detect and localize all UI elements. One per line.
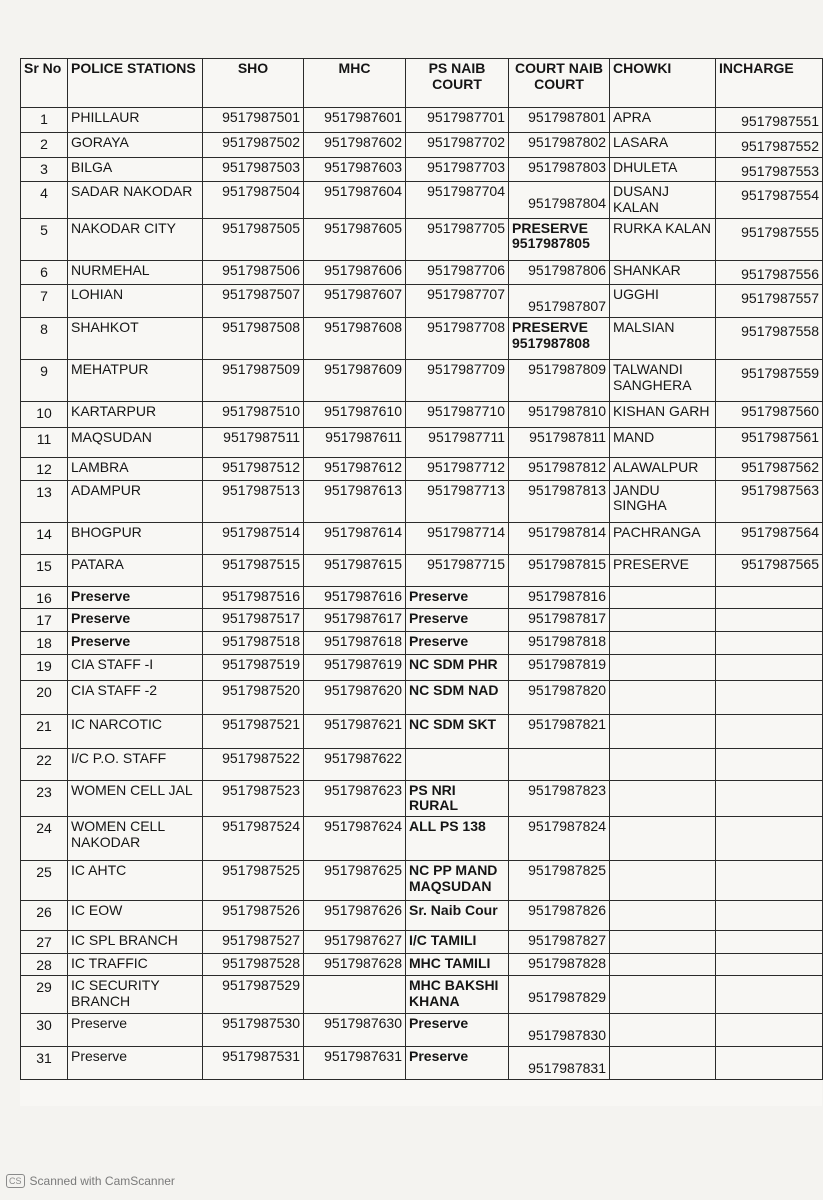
table-row xyxy=(21,1014,823,1047)
court-naib-court-cell: 9517987810 xyxy=(509,402,610,428)
sr-no-cell: 13 xyxy=(21,480,68,522)
incharge-cell xyxy=(716,586,823,609)
police-station-cell: IC AHTC xyxy=(68,861,203,901)
police-station-cell: BHOGPUR xyxy=(68,522,203,554)
sho-cell: 9517987504 xyxy=(203,182,304,218)
table-row xyxy=(21,554,823,586)
sho-cell: 9517987505 xyxy=(203,218,304,260)
police-station-cell: MAQSUDAN xyxy=(68,428,203,458)
court-naib-court-cell: 9517987827 xyxy=(509,931,610,954)
chowki-cell: DHULETA xyxy=(610,157,716,182)
police-station-cell: SHAHKOT xyxy=(68,318,203,360)
court-naib-court-cell: 9517987826 xyxy=(509,901,610,931)
sho-cell: 9517987528 xyxy=(203,953,304,976)
mhc-cell: 9517987601 xyxy=(304,108,406,133)
ps-naib-court-cell xyxy=(406,748,509,780)
header-court-naib-court: COURT NAIB COURT xyxy=(509,59,610,108)
ps-naib-court-cell: NC SDM SKT xyxy=(406,714,509,748)
sr-no-cell: 10 xyxy=(21,402,68,428)
ps-naib-court-cell: 9517987705 xyxy=(406,218,509,260)
sho-cell: 9517987507 xyxy=(203,285,304,318)
incharge-cell xyxy=(716,931,823,954)
court-naib-court-cell: 9517987825 xyxy=(509,861,610,901)
police-station-cell: NURMEHAL xyxy=(68,260,203,285)
sr-no-cell: 2 xyxy=(21,133,68,158)
court-naib-court-cell: 9517987806 xyxy=(509,260,610,285)
sr-no-cell: 20 xyxy=(21,680,68,714)
chowki-cell: RURKA KALAN xyxy=(610,218,716,260)
sr-no-cell: 31 xyxy=(21,1047,68,1080)
court-naib-court-cell: 9517987801 xyxy=(509,108,610,133)
court-naib-court-cell: 9517987818 xyxy=(509,632,610,655)
mhc-cell: 9517987602 xyxy=(304,133,406,158)
ps-naib-court-cell: 9517987703 xyxy=(406,157,509,182)
sho-cell: 9517987516 xyxy=(203,586,304,609)
sr-no-cell: 4 xyxy=(21,182,68,218)
mhc-cell: 9517987618 xyxy=(304,632,406,655)
police-station-cell: IC SPL BRANCH xyxy=(68,931,203,954)
ps-naib-court-cell: 9517987710 xyxy=(406,402,509,428)
ps-naib-court-cell: Preserve xyxy=(406,1014,509,1047)
header-row xyxy=(21,59,823,108)
table-row xyxy=(21,480,823,522)
court-naib-court-cell: 9517987807 xyxy=(509,285,610,318)
table-row xyxy=(21,218,823,260)
police-station-cell: LAMBRA xyxy=(68,458,203,481)
header-sho: SHO xyxy=(203,59,304,108)
police-station-cell: KARTARPUR xyxy=(68,402,203,428)
header-chowki: CHOWKI xyxy=(610,59,716,108)
header-incharge: INCHARGE xyxy=(716,59,823,108)
table-row xyxy=(21,182,823,218)
police-station-cell: WOMEN CELL JAL xyxy=(68,780,203,816)
court-naib-court-cell: 9517987829 xyxy=(509,976,610,1014)
mhc-cell: 9517987608 xyxy=(304,318,406,360)
sho-cell: 9517987512 xyxy=(203,458,304,481)
police-station-cell: PATARA xyxy=(68,554,203,586)
police-station-cell: NAKODAR CITY xyxy=(68,218,203,260)
incharge-cell xyxy=(716,817,823,861)
chowki-cell xyxy=(610,1014,716,1047)
mhc-cell: 9517987620 xyxy=(304,680,406,714)
sr-no-cell: 7 xyxy=(21,285,68,318)
chowki-cell xyxy=(610,632,716,655)
sr-no-cell: 3 xyxy=(21,157,68,182)
sho-cell: 9517987526 xyxy=(203,901,304,931)
chowki-cell: UGGHI xyxy=(610,285,716,318)
mhc-cell: 9517987616 xyxy=(304,586,406,609)
table-row xyxy=(21,260,823,285)
ps-naib-court-cell: 9517987707 xyxy=(406,285,509,318)
ps-naib-court-cell: 9517987702 xyxy=(406,133,509,158)
ps-naib-court-cell: 9517987709 xyxy=(406,360,509,402)
ps-naib-court-cell: 9517987706 xyxy=(406,260,509,285)
incharge-cell: 9517987553 xyxy=(716,157,823,182)
sho-cell: 9517987524 xyxy=(203,817,304,861)
police-station-cell: Preserve xyxy=(68,632,203,655)
chowki-cell xyxy=(610,817,716,861)
mhc-cell: 9517987614 xyxy=(304,522,406,554)
chowki-cell: APRA xyxy=(610,108,716,133)
table-row xyxy=(21,680,823,714)
sho-cell: 9517987525 xyxy=(203,861,304,901)
ps-naib-court-cell: NC SDM PHR xyxy=(406,654,509,680)
chowki-cell xyxy=(610,609,716,632)
sr-no-cell: 24 xyxy=(21,817,68,861)
ps-naib-court-cell: Preserve xyxy=(406,609,509,632)
mhc-cell xyxy=(304,976,406,1014)
table-row xyxy=(21,748,823,780)
police-station-cell: IC SECURITY BRANCH xyxy=(68,976,203,1014)
chowki-cell: JANDU SINGHA xyxy=(610,480,716,522)
camscanner-logo-icon: CS xyxy=(6,1174,25,1188)
ps-naib-court-cell: NC SDM NAD xyxy=(406,680,509,714)
incharge-cell xyxy=(716,1047,823,1080)
court-naib-court-cell: PRESERVE 9517987808 xyxy=(509,318,610,360)
header-sr-no: Sr No xyxy=(21,59,68,108)
mhc-cell: 9517987619 xyxy=(304,654,406,680)
sr-no-cell: 14 xyxy=(21,522,68,554)
chowki-cell xyxy=(610,953,716,976)
court-naib-court-cell: 9517987820 xyxy=(509,680,610,714)
mhc-cell: 9517987605 xyxy=(304,218,406,260)
table-row xyxy=(21,458,823,481)
incharge-cell: 9517987564 xyxy=(716,522,823,554)
ps-naib-court-cell: ALL PS 138 xyxy=(406,817,509,861)
ps-naib-court-cell: 9517987708 xyxy=(406,318,509,360)
incharge-cell: 9517987558 xyxy=(716,318,823,360)
table-row xyxy=(21,901,823,931)
incharge-cell xyxy=(716,1014,823,1047)
chowki-cell: KISHAN GARH xyxy=(610,402,716,428)
sr-no-cell: 17 xyxy=(21,609,68,632)
court-naib-court-cell: 9517987811 xyxy=(509,428,610,458)
table-row xyxy=(21,360,823,402)
sr-no-cell: 26 xyxy=(21,901,68,931)
ps-naib-court-cell: 9517987713 xyxy=(406,480,509,522)
sho-cell: 9517987511 xyxy=(203,428,304,458)
sho-cell: 9517987518 xyxy=(203,632,304,655)
incharge-cell: 9517987563 xyxy=(716,480,823,522)
sho-cell: 9517987531 xyxy=(203,1047,304,1080)
mhc-cell: 9517987630 xyxy=(304,1014,406,1047)
incharge-cell xyxy=(716,632,823,655)
police-station-cell: ADAMPUR xyxy=(68,480,203,522)
sho-cell: 9517987529 xyxy=(203,976,304,1014)
police-station-cell: CIA STAFF -I xyxy=(68,654,203,680)
mhc-cell: 9517987628 xyxy=(304,953,406,976)
court-naib-court-cell: 9517987816 xyxy=(509,586,610,609)
sr-no-cell: 30 xyxy=(21,1014,68,1047)
sho-cell: 9517987522 xyxy=(203,748,304,780)
sho-cell: 9517987509 xyxy=(203,360,304,402)
ps-naib-court-cell: 9517987704 xyxy=(406,182,509,218)
chowki-cell xyxy=(610,901,716,931)
sr-no-cell: 28 xyxy=(21,953,68,976)
table-row xyxy=(21,285,823,318)
sr-no-cell: 18 xyxy=(21,632,68,655)
court-naib-court-cell: 9517987809 xyxy=(509,360,610,402)
table-row xyxy=(21,654,823,680)
incharge-cell xyxy=(716,861,823,901)
sr-no-cell: 27 xyxy=(21,931,68,954)
mhc-cell: 9517987615 xyxy=(304,554,406,586)
court-naib-court-cell: 9517987815 xyxy=(509,554,610,586)
incharge-cell xyxy=(716,609,823,632)
court-naib-court-cell: 9517987821 xyxy=(509,714,610,748)
ps-naib-court-cell: Preserve xyxy=(406,632,509,655)
police-station-cell: LOHIAN xyxy=(68,285,203,318)
scanner-watermark-text: Scanned with CamScanner xyxy=(29,1174,175,1188)
chowki-cell xyxy=(610,861,716,901)
court-naib-court-cell: 9517987812 xyxy=(509,458,610,481)
police-station-cell: Preserve xyxy=(68,586,203,609)
police-station-cell: BILGA xyxy=(68,157,203,182)
table-row xyxy=(21,586,823,609)
incharge-cell xyxy=(716,680,823,714)
mhc-cell: 9517987621 xyxy=(304,714,406,748)
incharge-cell: 9517987562 xyxy=(716,458,823,481)
sr-no-cell: 25 xyxy=(21,861,68,901)
sho-cell: 9517987510 xyxy=(203,402,304,428)
incharge-cell xyxy=(716,901,823,931)
court-naib-court-cell: 9517987831 xyxy=(509,1047,610,1080)
table-row xyxy=(21,609,823,632)
mhc-cell: 9517987611 xyxy=(304,428,406,458)
sr-no-cell: 9 xyxy=(21,360,68,402)
court-naib-court-cell: 9517987823 xyxy=(509,780,610,816)
chowki-cell xyxy=(610,976,716,1014)
incharge-cell: 9517987556 xyxy=(716,260,823,285)
incharge-cell: 9517987554 xyxy=(716,182,823,218)
table-row xyxy=(21,318,823,360)
court-naib-court-cell: 9517987813 xyxy=(509,480,610,522)
header-mhc: MHC xyxy=(304,59,406,108)
sho-cell: 9517987519 xyxy=(203,654,304,680)
incharge-cell: 9517987560 xyxy=(716,402,823,428)
court-naib-court-cell: 9517987817 xyxy=(509,609,610,632)
police-station-cell: Preserve xyxy=(68,1014,203,1047)
table-row xyxy=(21,931,823,954)
chowki-cell xyxy=(610,1047,716,1080)
court-naib-court-cell: 9517987802 xyxy=(509,133,610,158)
incharge-cell xyxy=(716,748,823,780)
table-row xyxy=(21,522,823,554)
sho-cell: 9517987521 xyxy=(203,714,304,748)
chowki-cell xyxy=(610,586,716,609)
mhc-cell: 9517987613 xyxy=(304,480,406,522)
chowki-cell xyxy=(610,654,716,680)
table-row xyxy=(21,108,823,133)
mhc-cell: 9517987624 xyxy=(304,817,406,861)
sho-cell: 9517987517 xyxy=(203,609,304,632)
chowki-cell xyxy=(610,714,716,748)
ps-naib-court-cell: Sr. Naib Cour xyxy=(406,901,509,931)
court-naib-court-cell: 9517987830 xyxy=(509,1014,610,1047)
sr-no-cell: 15 xyxy=(21,554,68,586)
sr-no-cell: 22 xyxy=(21,748,68,780)
table-row xyxy=(21,861,823,901)
police-station-cell: IC EOW xyxy=(68,901,203,931)
mhc-cell: 9517987609 xyxy=(304,360,406,402)
table-row xyxy=(21,953,823,976)
court-naib-court-cell xyxy=(509,748,610,780)
incharge-cell: 9517987552 xyxy=(716,133,823,158)
sho-cell: 9517987515 xyxy=(203,554,304,586)
mhc-cell: 9517987604 xyxy=(304,182,406,218)
court-naib-court-cell: PRESERVE 9517987805 xyxy=(509,218,610,260)
ps-naib-court-cell: 9517987715 xyxy=(406,554,509,586)
sr-no-cell: 11 xyxy=(21,428,68,458)
police-station-cell: I/C P.O. STAFF xyxy=(68,748,203,780)
ps-naib-court-cell: 9517987711 xyxy=(406,428,509,458)
chowki-cell: PRESERVE xyxy=(610,554,716,586)
chowki-cell xyxy=(610,680,716,714)
header-police-stations: POLICE STATIONS xyxy=(68,59,203,108)
sr-no-cell: 5 xyxy=(21,218,68,260)
table-row xyxy=(21,402,823,428)
table-row xyxy=(21,976,823,1014)
sho-cell: 9517987514 xyxy=(203,522,304,554)
ps-naib-court-cell: MHC TAMILI xyxy=(406,953,509,976)
police-station-cell: Preserve xyxy=(68,1047,203,1080)
incharge-cell: 9517987561 xyxy=(716,428,823,458)
mhc-cell: 9517987627 xyxy=(304,931,406,954)
table-row xyxy=(21,714,823,748)
table-row xyxy=(21,133,823,158)
police-station-cell: PHILLAUR xyxy=(68,108,203,133)
mhc-cell: 9517987612 xyxy=(304,458,406,481)
mhc-cell: 9517987623 xyxy=(304,780,406,816)
mhc-cell: 9517987626 xyxy=(304,901,406,931)
police-station-cell: GORAYA xyxy=(68,133,203,158)
sho-cell: 9517987527 xyxy=(203,931,304,954)
sho-cell: 9517987502 xyxy=(203,133,304,158)
incharge-cell xyxy=(716,654,823,680)
document-sheet xyxy=(20,58,822,1106)
chowki-cell: DUSANJ KALAN xyxy=(610,182,716,218)
sr-no-cell: 1 xyxy=(21,108,68,133)
incharge-cell: 9517987557 xyxy=(716,285,823,318)
chowki-cell xyxy=(610,780,716,816)
chowki-cell: TALWANDI SANGHERA xyxy=(610,360,716,402)
chowki-cell: SHANKAR xyxy=(610,260,716,285)
ps-naib-court-cell: I/C TAMILI xyxy=(406,931,509,954)
ps-naib-court-cell: MHC BAKSHI KHANA xyxy=(406,976,509,1014)
police-station-cell: WOMEN CELL NAKODAR xyxy=(68,817,203,861)
sho-cell: 9517987520 xyxy=(203,680,304,714)
court-naib-court-cell: 9517987824 xyxy=(509,817,610,861)
sr-no-cell: 21 xyxy=(21,714,68,748)
mhc-cell: 9517987610 xyxy=(304,402,406,428)
incharge-cell: 9517987551 xyxy=(716,108,823,133)
mhc-cell: 9517987617 xyxy=(304,609,406,632)
chowki-cell: MAND xyxy=(610,428,716,458)
incharge-cell: 9517987559 xyxy=(716,360,823,402)
mhc-cell: 9517987603 xyxy=(304,157,406,182)
sr-no-cell: 16 xyxy=(21,586,68,609)
police-station-cell: CIA STAFF -2 xyxy=(68,680,203,714)
court-naib-court-cell: 9517987803 xyxy=(509,157,610,182)
police-station-cell: Preserve xyxy=(68,609,203,632)
incharge-cell: 9517987565 xyxy=(716,554,823,586)
ps-naib-court-cell: Preserve xyxy=(406,1047,509,1080)
police-station-cell: IC NARCOTIC xyxy=(68,714,203,748)
mhc-cell: 9517987607 xyxy=(304,285,406,318)
incharge-cell xyxy=(716,714,823,748)
sho-cell: 9517987503 xyxy=(203,157,304,182)
scanner-watermark xyxy=(6,1174,175,1188)
incharge-cell: 9517987555 xyxy=(716,218,823,260)
sr-no-cell: 29 xyxy=(21,976,68,1014)
ps-naib-court-cell: 9517987712 xyxy=(406,458,509,481)
police-station-cell: IC TRAFFIC xyxy=(68,953,203,976)
sr-no-cell: 12 xyxy=(21,458,68,481)
incharge-cell xyxy=(716,953,823,976)
ps-naib-court-cell: NC PP MAND MAQSUDAN xyxy=(406,861,509,901)
mhc-cell: 9517987606 xyxy=(304,260,406,285)
sho-cell: 9517987508 xyxy=(203,318,304,360)
court-naib-court-cell: 9517987804 xyxy=(509,182,610,218)
sr-no-cell: 23 xyxy=(21,780,68,816)
incharge-cell xyxy=(716,976,823,1014)
ps-naib-court-cell: 9517987701 xyxy=(406,108,509,133)
sr-no-cell: 6 xyxy=(21,260,68,285)
chowki-cell: ALAWALPUR xyxy=(610,458,716,481)
sho-cell: 9517987506 xyxy=(203,260,304,285)
table-row xyxy=(21,817,823,861)
chowki-cell: PACHRANGA xyxy=(610,522,716,554)
chowki-cell: MALSIAN xyxy=(610,318,716,360)
chowki-cell xyxy=(610,748,716,780)
police-stations-table xyxy=(20,58,823,1080)
police-station-cell: MEHATPUR xyxy=(68,360,203,402)
sho-cell: 9517987513 xyxy=(203,480,304,522)
sr-no-cell: 19 xyxy=(21,654,68,680)
sho-cell: 9517987523 xyxy=(203,780,304,816)
table-row xyxy=(21,157,823,182)
chowki-cell: LASARA xyxy=(610,133,716,158)
court-naib-court-cell: 9517987814 xyxy=(509,522,610,554)
table-row xyxy=(21,428,823,458)
court-naib-court-cell: 9517987828 xyxy=(509,953,610,976)
table-row xyxy=(21,632,823,655)
ps-naib-court-cell: PS NRI RURAL xyxy=(406,780,509,816)
mhc-cell: 9517987625 xyxy=(304,861,406,901)
ps-naib-court-cell: 9517987714 xyxy=(406,522,509,554)
police-station-cell: SADAR NAKODAR xyxy=(68,182,203,218)
ps-naib-court-cell: Preserve xyxy=(406,586,509,609)
sho-cell: 9517987501 xyxy=(203,108,304,133)
header-ps-naib-court: PS NAIB COURT xyxy=(406,59,509,108)
mhc-cell: 9517987631 xyxy=(304,1047,406,1080)
table-row xyxy=(21,780,823,816)
table-row xyxy=(21,1047,823,1080)
sho-cell: 9517987530 xyxy=(203,1014,304,1047)
court-naib-court-cell: 9517987819 xyxy=(509,654,610,680)
mhc-cell: 9517987622 xyxy=(304,748,406,780)
chowki-cell xyxy=(610,931,716,954)
incharge-cell xyxy=(716,780,823,816)
sr-no-cell: 8 xyxy=(21,318,68,360)
